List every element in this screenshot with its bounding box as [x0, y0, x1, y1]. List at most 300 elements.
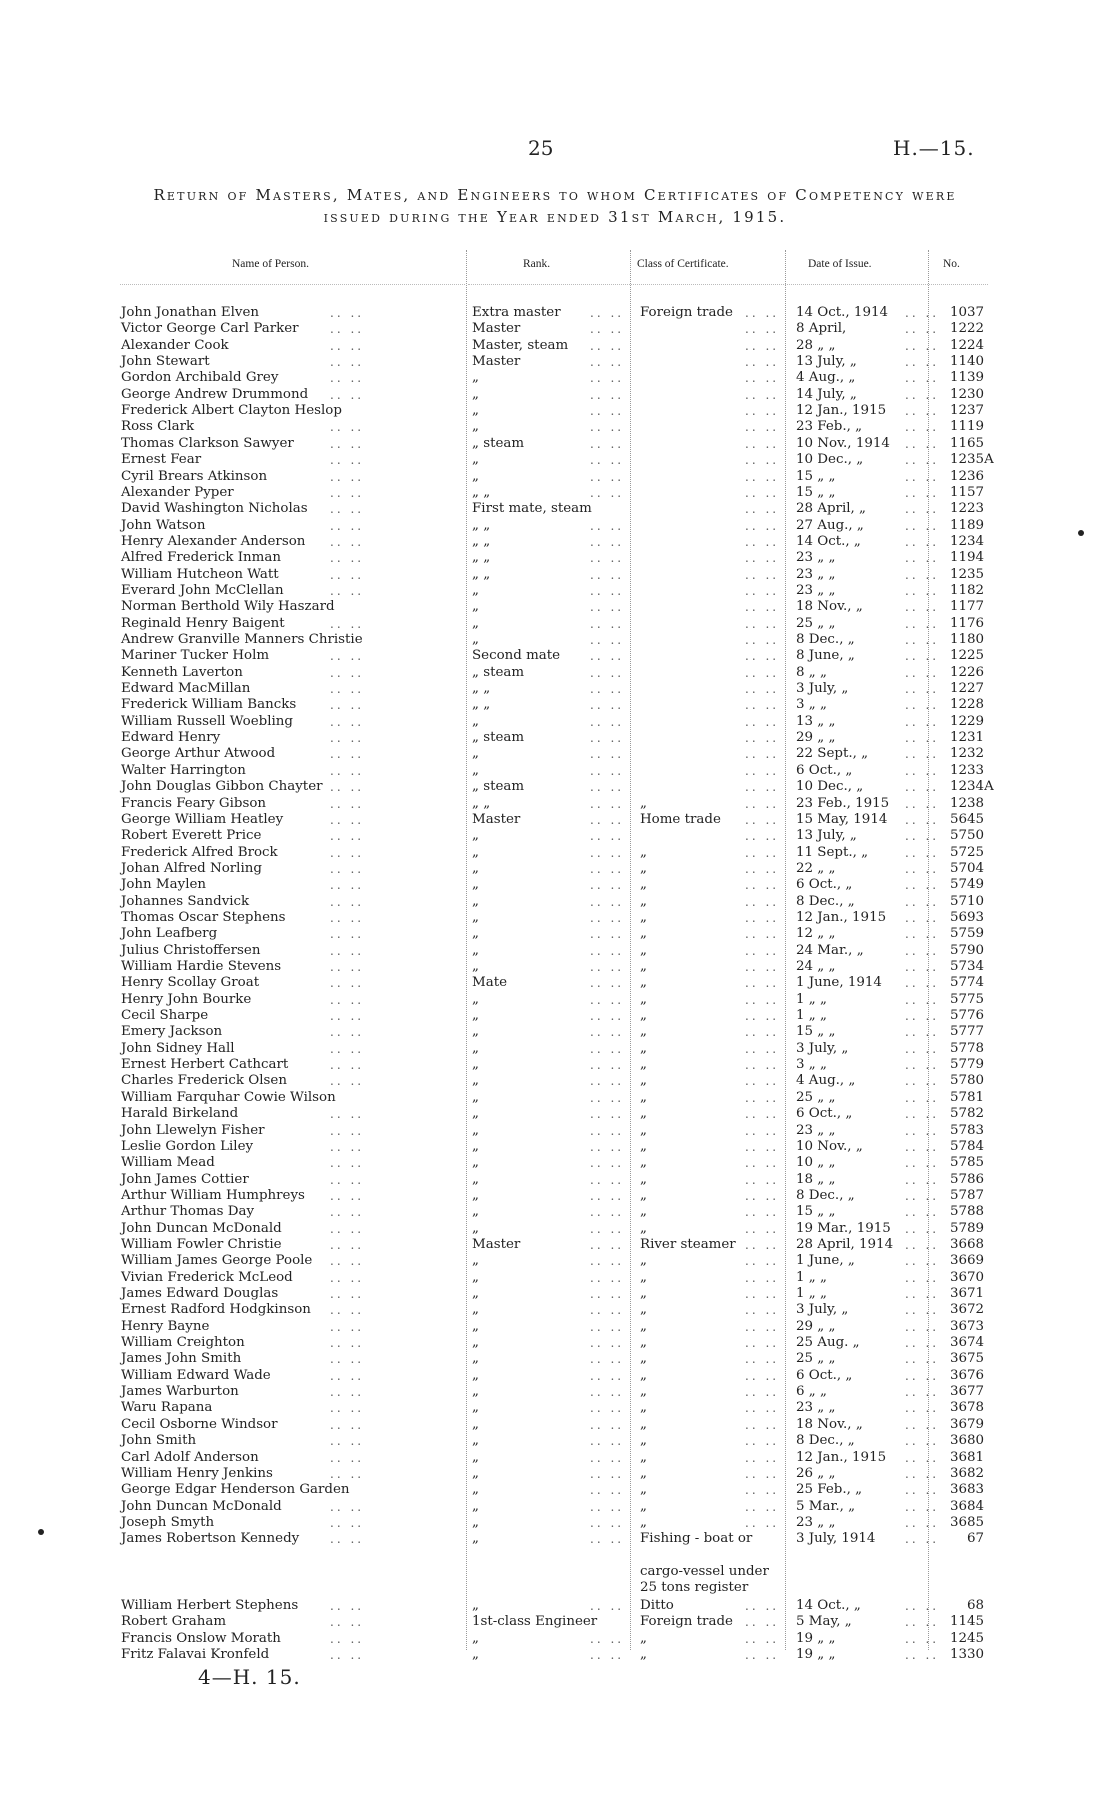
leader-dots-date: .. ..	[905, 698, 940, 713]
rank-cell: „	[472, 1204, 479, 1220]
person-name: William Creighton	[121, 1335, 245, 1351]
leader-dots-rank: .. ..	[590, 1466, 625, 1481]
leader-dots-date: .. ..	[905, 796, 940, 811]
rank-cell: „	[472, 1040, 479, 1056]
certificate-class-cell: Foreign trade	[640, 1614, 733, 1630]
certificate-number-cell: 3679	[950, 1416, 985, 1432]
person-name: Thomas Oscar Stephens	[121, 909, 286, 925]
leader-dots-name: .. ..	[330, 355, 365, 370]
leader-dots-rank: .. ..	[590, 1123, 625, 1138]
leader-dots-date: .. ..	[905, 518, 940, 533]
date-of-issue-cell: 14 Oct., 1914	[796, 305, 889, 320]
leader-dots-name: .. ..	[330, 1254, 365, 1269]
date-of-issue-cell: 15 „ „	[796, 1204, 836, 1220]
rank-cell: „	[472, 1351, 479, 1367]
leader-dots-rank: .. ..	[590, 1450, 625, 1465]
date-of-issue-cell: 25 Aug. „	[796, 1335, 860, 1351]
certificate-class-cell: „	[640, 1269, 647, 1285]
leader-dots-rank: .. ..	[590, 1188, 625, 1203]
leader-dots-name: .. ..	[330, 436, 365, 451]
date-of-issue-cell: 23 „ „	[796, 550, 836, 566]
leader-dots-rank: .. ..	[590, 1499, 625, 1514]
leader-dots-name: .. ..	[330, 1368, 365, 1383]
leader-dots-date: .. ..	[905, 976, 940, 991]
rank-cell: „	[472, 468, 479, 484]
person-name: Fritz Falavai Kronfeld	[121, 1647, 270, 1663]
leader-dots-name: .. ..	[330, 698, 365, 713]
rank-cell: Master	[472, 1236, 521, 1252]
rank-cell: „ „	[472, 566, 491, 582]
leader-dots-rank: .. ..	[590, 322, 625, 337]
rank-cell: „	[472, 877, 479, 893]
leader-dots-class: .. ..	[745, 747, 780, 762]
leader-dots-class: .. ..	[745, 1466, 780, 1481]
certificate-class-cell: „	[640, 926, 647, 942]
leader-dots-date: .. ..	[905, 1107, 940, 1122]
date-of-issue-cell: 26 „ „	[796, 1465, 836, 1481]
leader-dots-name: .. ..	[330, 1188, 365, 1203]
date-of-issue-cell: 22 „ „	[796, 860, 836, 876]
leader-dots-class: .. ..	[745, 633, 780, 647]
certificate-class-cell: „	[640, 1253, 647, 1269]
header-rule	[468, 284, 988, 285]
leader-dots-rank: .. ..	[590, 436, 625, 451]
leader-dots-class: .. ..	[745, 1385, 780, 1400]
date-of-issue-cell: 15 „ „	[796, 468, 836, 484]
certificate-number-cell: 3676	[950, 1367, 985, 1383]
leader-dots-date: .. ..	[905, 583, 940, 598]
table-row	[0, 1237, 1114, 1253]
leader-dots-name: .. ..	[330, 1123, 365, 1138]
person-name: Henry Bayne	[121, 1318, 210, 1334]
date-of-issue-cell: 3 July, „	[796, 681, 849, 697]
leader-dots-rank: .. ..	[590, 1401, 625, 1416]
leader-dots-class: .. ..	[745, 453, 780, 468]
certificate-class-cell: Ditto	[640, 1598, 674, 1613]
leader-dots-date: .. ..	[905, 992, 940, 1007]
certificate-number-cell: 1224	[950, 337, 985, 353]
leader-dots-name: .. ..	[330, 1058, 365, 1073]
date-of-issue-cell: 27 Aug., „	[796, 517, 864, 533]
person-name: Edward Henry	[121, 730, 221, 746]
leader-dots-date: .. ..	[905, 1254, 940, 1269]
rank-cell: „	[472, 1498, 479, 1514]
certificate-number-cell: 1231	[950, 730, 985, 746]
table-row	[0, 763, 1114, 779]
certificate-number-cell: 1189	[950, 517, 985, 533]
leader-dots-rank: .. ..	[590, 747, 625, 762]
person-name: William Henry Jenkins	[121, 1465, 273, 1481]
page-footer-signature: 4—H. 15.	[198, 1665, 301, 1689]
person-name: George Arthur Atwood	[121, 746, 276, 762]
date-of-issue-cell: 25 „ „	[796, 615, 836, 631]
leader-dots-class: .. ..	[745, 1090, 780, 1105]
certificate-class-cell: „	[640, 1057, 647, 1073]
leader-dots-rank: .. ..	[590, 649, 625, 664]
leader-dots-date: .. ..	[905, 322, 940, 337]
rank-cell: „	[472, 582, 479, 598]
date-of-issue-cell: 10 Dec., „	[796, 779, 864, 795]
leader-dots-rank: .. ..	[590, 796, 625, 811]
date-of-issue-cell: 1 June, „	[796, 1253, 855, 1269]
leader-dots-name: .. ..	[330, 1237, 365, 1252]
leader-dots-name: .. ..	[330, 1532, 365, 1547]
leader-dots-date: .. ..	[905, 1041, 940, 1056]
rank-cell: „ steam	[472, 730, 525, 746]
leader-dots-class: .. ..	[745, 1237, 780, 1252]
leader-dots-date: .. ..	[905, 1466, 940, 1481]
leader-dots-class: .. ..	[745, 1254, 780, 1269]
leader-dots-class: .. ..	[745, 1319, 780, 1334]
leader-dots-date: .. ..	[905, 1515, 940, 1530]
person-name: Robert Graham	[121, 1614, 227, 1630]
certificate-number-cell: 1330	[950, 1647, 985, 1663]
rank-cell: „	[472, 1057, 479, 1073]
leader-dots-name: .. ..	[330, 1499, 365, 1514]
leader-dots-name: .. ..	[330, 616, 365, 631]
leader-dots-date: .. ..	[905, 387, 940, 402]
person-name: John Smith	[121, 1433, 197, 1449]
rank-cell: „	[472, 1302, 479, 1318]
leader-dots-name: .. ..	[330, 812, 365, 827]
table-row	[0, 1384, 1114, 1400]
certificate-class-cell: „	[640, 1433, 647, 1449]
leader-dots-rank: .. ..	[590, 469, 625, 484]
leader-dots-class: .. ..	[745, 534, 780, 549]
leader-dots-date: .. ..	[905, 1385, 940, 1400]
leader-dots-rank: .. ..	[590, 845, 625, 860]
table-row	[0, 1417, 1114, 1433]
person-name: Mariner Tucker Holm	[121, 648, 270, 664]
table-row	[0, 1433, 1114, 1449]
certificate-class-cell: „	[640, 1286, 647, 1301]
table-row	[0, 796, 1114, 812]
person-name: Frederick William Bancks	[121, 697, 297, 713]
certificate-class-cell: Fishing - boat or	[640, 1531, 753, 1547]
rank-cell: „	[472, 1089, 479, 1105]
rank-cell: „	[472, 991, 479, 1007]
table-row	[0, 1531, 1114, 1547]
rank-cell: „	[472, 926, 479, 942]
leader-dots-class: .. ..	[745, 649, 780, 664]
leader-dots-class: .. ..	[745, 763, 780, 778]
leader-dots-class: .. ..	[745, 1368, 780, 1383]
leader-dots-class: .. ..	[745, 1499, 780, 1514]
certificate-class-cell: „	[640, 1138, 647, 1154]
date-of-issue-cell: 14 Oct., „	[796, 533, 861, 549]
certificate-class-cell: „	[640, 1318, 647, 1334]
certificate-number-cell: 5786	[950, 1171, 985, 1187]
table-row	[0, 1450, 1114, 1466]
leader-dots-rank: .. ..	[590, 600, 625, 615]
leader-dots-date: .. ..	[905, 1303, 940, 1318]
certificate-number-cell: 3681	[950, 1449, 985, 1465]
leader-dots-name: .. ..	[330, 567, 365, 582]
leader-dots-date: .. ..	[905, 1009, 940, 1024]
leader-dots-name: .. ..	[330, 1287, 365, 1301]
person-name: John Duncan McDonald	[121, 1220, 282, 1236]
leader-dots-date: .. ..	[905, 1352, 940, 1367]
table-row	[0, 485, 1114, 501]
certificate-number-cell: 1157	[950, 484, 985, 500]
date-of-issue-cell: 29 „ „	[796, 1318, 836, 1334]
person-name: Everard John McClellan	[121, 582, 284, 598]
leader-dots-rank: .. ..	[590, 338, 625, 353]
certificate-number-cell: 5776	[950, 1008, 985, 1024]
leader-dots-name: .. ..	[330, 1515, 365, 1530]
person-name: William James George Poole	[121, 1253, 313, 1269]
leader-dots-class: .. ..	[745, 1599, 780, 1613]
leader-dots-date: .. ..	[905, 1270, 940, 1285]
rank-cell: First mate, steam	[472, 501, 592, 517]
table-row	[0, 1024, 1114, 1040]
leader-dots-class: .. ..	[745, 682, 780, 697]
table-row	[0, 1123, 1114, 1139]
leader-dots-class: .. ..	[745, 1450, 780, 1465]
table-row	[0, 1482, 1114, 1498]
leader-dots-class: .. ..	[745, 1221, 780, 1236]
date-of-issue-cell: 1 „ „	[796, 1286, 827, 1301]
table-row	[0, 1647, 1114, 1663]
date-of-issue-cell: 28 „ „	[796, 337, 836, 353]
certificate-number-cell: 1233	[950, 762, 985, 778]
person-name: Waru Rapana	[121, 1400, 213, 1416]
person-name: Cecil Osborne Windsor	[121, 1416, 278, 1432]
certificate-class-cell: „	[640, 1351, 647, 1367]
rank-cell: „	[472, 1024, 479, 1040]
leader-dots-class: .. ..	[745, 976, 780, 991]
rank-cell: „	[472, 1449, 479, 1465]
certificate-number-cell: 1245	[950, 1630, 985, 1646]
person-name: George Edgar Henderson Garden	[121, 1482, 350, 1498]
person-name: Henry Alexander Anderson	[121, 533, 306, 549]
leader-dots-name: .. ..	[330, 1303, 365, 1318]
person-name: John Jonathan Elven	[121, 305, 260, 320]
leader-dots-rank: .. ..	[590, 1090, 625, 1105]
rank-cell: Master	[472, 321, 521, 337]
leader-dots-rank: .. ..	[590, 1254, 625, 1269]
leader-dots-date: .. ..	[905, 1090, 940, 1105]
date-of-issue-cell: 25 „ „	[796, 1089, 836, 1105]
certificate-number-cell: 5779	[950, 1057, 985, 1073]
leader-dots-date: .. ..	[905, 1025, 940, 1040]
person-name: David Washington Nicholas	[121, 501, 308, 517]
leader-dots-rank: .. ..	[590, 1237, 625, 1252]
leader-dots-rank: .. ..	[590, 1385, 625, 1400]
leader-dots-class: .. ..	[745, 306, 780, 320]
certificate-number-cell: 1180	[950, 632, 985, 647]
leader-dots-date: .. ..	[905, 878, 940, 893]
certificate-class-cell: „	[640, 1008, 647, 1024]
certificate-number-cell: 1177	[950, 599, 985, 615]
leader-dots-date: .. ..	[905, 1074, 940, 1089]
table-row	[0, 1073, 1114, 1089]
certificate-class-cell: „	[640, 795, 647, 811]
rank-cell: „	[472, 1647, 479, 1663]
leader-dots-date: .. ..	[905, 1599, 940, 1613]
person-name: Thomas Clarkson Sawyer	[121, 435, 294, 451]
person-name: Reginald Henry Baigent	[121, 615, 285, 631]
certificate-number-cell: 1235A	[950, 452, 994, 468]
certificate-number-cell: 5777	[950, 1024, 985, 1040]
leader-dots-rank: .. ..	[590, 387, 625, 402]
rank-cell: „	[472, 860, 479, 876]
certificate-number-cell: 3673	[950, 1318, 985, 1334]
leader-dots-class: .. ..	[745, 1107, 780, 1122]
person-name: Charles Frederick Olsen	[121, 1073, 287, 1089]
leader-dots-date: .. ..	[905, 1615, 940, 1630]
leader-dots-rank: .. ..	[590, 927, 625, 942]
leader-dots-name: .. ..	[330, 1450, 365, 1465]
person-name: Edward MacMillan	[121, 681, 251, 697]
table-row	[0, 877, 1114, 893]
rank-cell: „ „	[472, 697, 491, 713]
date-of-issue-cell: 13 July, „	[796, 828, 857, 844]
leader-dots-class: .. ..	[745, 943, 780, 958]
person-name: Francis Feary Gibson	[121, 795, 267, 811]
date-of-issue-cell: 6 Oct., „	[796, 1106, 853, 1122]
certificate-class-cell: „	[640, 1187, 647, 1203]
page-subtitle: issued during the Year ended 31st March, 1915.	[323, 208, 787, 226]
table-row	[0, 1286, 1114, 1302]
certificate-number-cell: 3677	[950, 1384, 985, 1400]
person-name: Emery Jackson	[121, 1024, 223, 1040]
certificate-number-cell: 1230	[950, 386, 985, 402]
leader-dots-name: .. ..	[330, 306, 365, 320]
certificate-number-cell: 1237	[950, 403, 985, 419]
table-row	[0, 305, 1114, 321]
date-of-issue-cell: 10 Dec., „	[796, 452, 864, 468]
rank-cell: „	[472, 1531, 479, 1547]
certificate-number-cell: 1232	[950, 746, 985, 762]
date-of-issue-cell: 23 Feb., „	[796, 419, 863, 435]
date-of-issue-cell: 23 Feb., 1915	[796, 795, 890, 811]
rank-cell: „	[472, 1465, 479, 1481]
certificate-number-cell: 3683	[950, 1482, 985, 1498]
table-row	[0, 959, 1114, 975]
page-number: 25	[528, 136, 554, 160]
leader-dots-class: .. ..	[745, 322, 780, 337]
leader-dots-class: .. ..	[745, 796, 780, 811]
table-row	[0, 665, 1114, 681]
certificate-number-cell: 1226	[950, 664, 985, 680]
leader-dots-name: .. ..	[330, 731, 365, 746]
certificate-number-cell: 5750	[950, 828, 985, 844]
leader-dots-date: .. ..	[905, 845, 940, 860]
leader-dots-rank: .. ..	[590, 763, 625, 778]
date-of-issue-cell: 28 April, „	[796, 501, 866, 517]
date-of-issue-cell: 12 Jan., 1915	[796, 403, 887, 419]
certificate-class-cell: „	[640, 975, 647, 991]
leader-dots-rank: .. ..	[590, 1270, 625, 1285]
table-row	[0, 1155, 1114, 1171]
leader-dots-date: .. ..	[905, 861, 940, 876]
certificate-class-cell: „	[640, 1302, 647, 1318]
table-row	[0, 943, 1114, 959]
date-of-issue-cell: 23 „ „	[796, 1514, 836, 1530]
table-row	[0, 501, 1114, 517]
leader-dots-date: .. ..	[905, 551, 940, 566]
date-of-issue-cell: 8 Dec., „	[796, 1433, 855, 1449]
person-name: Alexander Pyper	[121, 484, 234, 500]
leader-dots-date: .. ..	[905, 1648, 940, 1663]
leader-dots-name: .. ..	[330, 861, 365, 876]
certificate-class-cell: River steamer	[640, 1236, 736, 1252]
leader-dots-class: .. ..	[745, 1156, 780, 1171]
leader-dots-rank: .. ..	[590, 812, 625, 827]
rank-cell: „	[472, 1335, 479, 1351]
leader-dots-rank: .. ..	[590, 1515, 625, 1530]
leader-dots-date: .. ..	[905, 306, 940, 320]
certificate-number-cell: 5790	[950, 942, 985, 958]
leader-dots-rank: .. ..	[590, 371, 625, 386]
certificate-class-cell: „	[640, 877, 647, 893]
leader-dots-name: .. ..	[330, 747, 365, 762]
leader-dots-class: .. ..	[745, 812, 780, 827]
date-of-issue-cell: 18 Nov., „	[796, 599, 863, 615]
table-row	[0, 1368, 1114, 1384]
leader-dots-rank: .. ..	[590, 306, 625, 320]
leader-dots-date: .. ..	[905, 436, 940, 451]
leader-dots-class: .. ..	[745, 583, 780, 598]
certificate-number-cell: 5693	[950, 909, 985, 925]
table-row	[0, 632, 1114, 648]
leader-dots-date: .. ..	[905, 1172, 940, 1187]
table-row	[0, 1139, 1114, 1155]
date-of-issue-cell: 25 „ „	[796, 1351, 836, 1367]
certificate-number-cell: 3678	[950, 1400, 985, 1416]
leader-dots-class: .. ..	[745, 960, 780, 974]
leader-dots-name: .. ..	[330, 1648, 365, 1663]
certificate-class-cell: „	[640, 1647, 647, 1663]
rank-cell: „	[472, 942, 479, 958]
date-of-issue-cell: 28 April, 1914	[796, 1236, 894, 1252]
person-name: John Stewart	[121, 354, 210, 370]
leader-dots-date: .. ..	[905, 1499, 940, 1514]
leader-dots-name: .. ..	[330, 420, 365, 435]
person-name: Leslie Gordon Liley	[121, 1138, 254, 1154]
leader-dots-name: .. ..	[330, 763, 365, 778]
certificate-class-cell: „	[640, 1073, 647, 1089]
leader-dots-class: .. ..	[745, 551, 780, 566]
table-row	[0, 910, 1114, 926]
certificate-number-cell: 3675	[950, 1351, 985, 1367]
table-row	[0, 861, 1114, 877]
leader-dots-rank: .. ..	[590, 976, 625, 991]
table-row	[0, 599, 1114, 615]
rank-cell: „	[472, 599, 479, 615]
leader-dots-date: .. ..	[905, 927, 940, 942]
person-name: Alfred Frederick Inman	[121, 550, 281, 566]
date-of-issue-cell: 1 „ „	[796, 1269, 827, 1285]
certificate-number-cell: 5710	[950, 893, 985, 909]
leader-dots-date: .. ..	[905, 894, 940, 909]
leader-dots-rank: .. ..	[590, 485, 625, 500]
certificate-class-cell: Home trade	[640, 811, 721, 827]
leader-dots-date: .. ..	[905, 763, 940, 778]
person-name: John Sidney Hall	[121, 1040, 235, 1056]
date-of-issue-cell: 11 Sept., „	[796, 844, 869, 860]
header-rule	[120, 284, 465, 285]
leader-dots-rank: .. ..	[590, 551, 625, 566]
leader-dots-date: .. ..	[905, 1156, 940, 1171]
leader-dots-date: .. ..	[905, 665, 940, 680]
leader-dots-rank: .. ..	[590, 861, 625, 876]
leader-dots-rank: .. ..	[590, 1648, 625, 1663]
leader-dots-rank: .. ..	[590, 1287, 625, 1301]
leader-dots-date: .. ..	[905, 1532, 940, 1547]
leader-dots-class: .. ..	[745, 1631, 780, 1646]
